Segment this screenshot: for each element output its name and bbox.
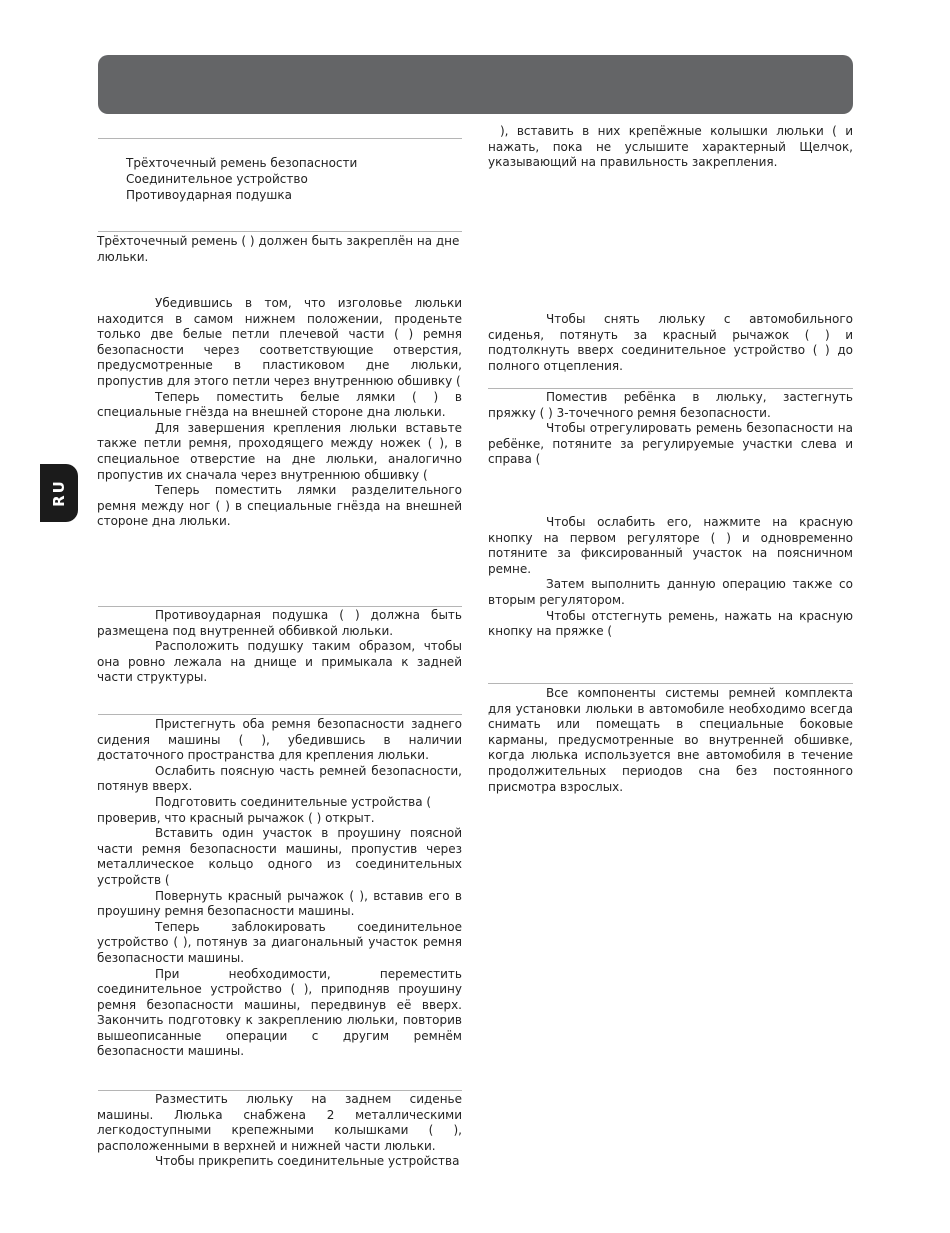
language-tab-label: RU bbox=[50, 479, 68, 507]
section-warning bbox=[488, 686, 853, 795]
paragraph: Все компоненты системы ремней комплекта для установки люльки в автомобиле необходимо всегда снимать или помещать в специальные боковые карманы, предусмотренные во внутренней обшивке, когда люлька используется вне автомобиля в течение продолжительных периодов сна без постоянного присмотра взрослых. bbox=[488, 686, 853, 794]
list-item: Соединительное устройство bbox=[126, 172, 308, 187]
section-placement bbox=[97, 1092, 462, 1170]
paragraph: Чтобы отрегулировать ремень безопасности на ребёнке, потяните за регулируемые участки слева и справа ( bbox=[488, 421, 853, 467]
paragraph: Теперь поместить белые лямки ( ) в специальные гнёзда на внешней стороне дна люльки. bbox=[97, 389, 462, 420]
header-bar bbox=[98, 55, 853, 114]
paragraph: Затем выполнить данную операцию также со вторым регулятором. bbox=[488, 577, 853, 607]
paragraph: Трёхточечный ремень ( ) должен быть закреплён на дне люльки. bbox=[97, 234, 460, 264]
component-list bbox=[126, 155, 357, 204]
section-fixing bbox=[488, 124, 853, 171]
paragraph: Чтобы снять люльку с автомобильного сиденья, потянуть за красный рычажок ( ) и подтолкнуть вверх соединительное устройство ( ) до полного отцепления. bbox=[488, 312, 853, 373]
paragraph: При необходимости, переместить соединительное устройство ( ), приподняв проушину ремня безопасности машины, передвинув её вверх. Закончить подготовку к закреплению люльки, повторив вышеописанные операции с другим ремнём безопасности машины. bbox=[97, 966, 462, 1059]
section-cushion bbox=[97, 608, 462, 686]
section-belt-bottom bbox=[97, 234, 462, 265]
section-release bbox=[488, 515, 853, 640]
section-divider bbox=[98, 138, 462, 139]
section-belt-install bbox=[97, 296, 462, 530]
list-item: Противоударная подушка bbox=[126, 188, 292, 203]
paragraph: Теперь поместить лямки разделительного ремня между ног ( ) в специальные гнёзда на внешней стороне дна люльки. bbox=[97, 483, 462, 529]
paragraph: ), вставить в них крепёжные колышки люльки ( и нажать, пока не услышите характерный Щелчок, указывающий на правильность закрепления. bbox=[488, 124, 853, 170]
section-divider bbox=[488, 388, 853, 389]
paragraph: Ослабить поясную часть ремней безопасности, потянув вверх. bbox=[97, 763, 462, 794]
section-harness bbox=[488, 390, 853, 468]
paragraph: Чтобы отстегнуть ремень, нажать на красную кнопку на пряжке ( bbox=[488, 608, 853, 639]
list-item: Трёхточечный ремень безопасности bbox=[126, 156, 358, 170]
paragraph: Подготовить соединительные устройства ( проверив, что красный рычажок ( ) открыт. bbox=[97, 794, 432, 825]
paragraph: Расположить подушку таким образом, чтобы она ровно лежала на днище и примыкала к задней части структуры. bbox=[97, 639, 462, 685]
paragraph: Поместив ребёнка в люльку, застегнуть пряжку ( ) 3-точечного ремня безопасности. bbox=[488, 390, 853, 420]
paragraph: Вставить один участок в проушину поясной части ремня безопасности машины, пропустив через металлическое кольцо одного из соединительных устройств ( bbox=[97, 826, 462, 887]
paragraph: Для завершения крепления люльки вставьте также петли ремня, проходящего между ножек ( ), в специальное отверстие на дне люльки, аналогично пропустив их сначала через внутреннюю обшивку ( bbox=[97, 420, 462, 482]
paragraph: Разместить люльку на заднем сиденье машины. Люлька снабжена 2 металлическими легкодоступными крепежными колышками ( ), расположенными в верхней и нижней части люльки. bbox=[97, 1092, 462, 1153]
paragraph: Повернуть красный рычажок ( ), вставив его в проушину ремня безопасности машины. bbox=[97, 888, 462, 919]
paragraph: Теперь заблокировать соединительное устройство ( ), потянув за диагональный участок ремня безопасности машины. bbox=[97, 919, 462, 965]
section-removal bbox=[488, 312, 853, 374]
paragraph: Пристегнуть оба ремня безопасности заднего сидения машины ( ), убедившись в наличии достаточного пространства для крепления люльки. bbox=[97, 717, 462, 763]
section-divider bbox=[98, 231, 462, 232]
section-divider bbox=[488, 683, 853, 684]
paragraph: Убедившись в том, что изголовье люльки находится в самом нижнем положении, проденьте только две белые петли плечевой части ( ) ремня безопасности через соответствующие отверстия, предусмотренные в пластиковом дне люльки, пропустив для этого петли через внутреннюю обшивку ( bbox=[97, 296, 462, 388]
paragraph: Чтобы ослабить его, нажмите на красную кнопку на первом регуляторе ( ) и одновременно потяните за фиксированный участок на поясничном ремне. bbox=[488, 515, 853, 576]
section-divider bbox=[98, 714, 462, 715]
section-divider bbox=[98, 1090, 462, 1091]
paragraph: Чтобы прикрепить соединительные устройства bbox=[155, 1154, 460, 1169]
section-divider bbox=[98, 606, 462, 607]
section-connector bbox=[97, 717, 462, 1060]
language-tab bbox=[40, 464, 78, 522]
paragraph: Противоударная подушка ( ) должна быть размещена под внутренней оббивкой люльки. bbox=[97, 608, 462, 638]
